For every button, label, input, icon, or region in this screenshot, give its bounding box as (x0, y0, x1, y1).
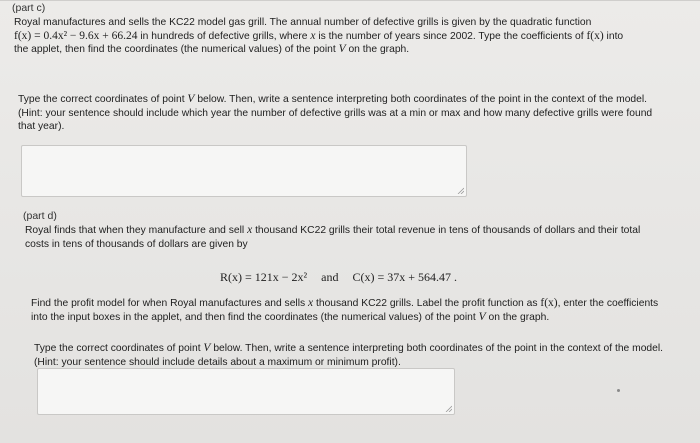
part-c-intro-line2c: into (603, 30, 624, 42)
top-divider (0, 0, 700, 1)
part-d-intro (25, 224, 693, 251)
resize-grip-icon[interactable] (457, 187, 464, 194)
part-c-instr-line1a: Type the correct coordinates of point (18, 94, 188, 105)
part-d-intro-line1b: thousand KC22 grills their total revenue in tens of thousands of dollars and their total (252, 225, 641, 236)
part-c-intro-line2a: in hundreds of defective grills, where (137, 30, 311, 42)
equation-and: and (321, 270, 339, 284)
part-c-function: f(x) = 0.4x² − 9.6x + 66.24 (14, 29, 138, 42)
cost-function: C(x) = 37x + 564.47 . (352, 270, 457, 284)
pointer-dot (617, 389, 620, 392)
part-c-fx-short: f(x) (586, 29, 604, 42)
part-c-instr-line2: (Hint: your sentence should include which year the number of defective grills was at a min or max and how many defective grills were found (18, 107, 653, 119)
part-d-profit-var-x: x (308, 297, 314, 309)
part-d-intro-line2: costs in tens of thousands of dollars are given by (25, 238, 248, 250)
part-d-profit-line1b: thousand KC22 grills. Label the profit function as (313, 298, 541, 309)
part-c-point-v: V (338, 43, 346, 55)
revenue-function: R(x) = 121x − 2x² (220, 270, 308, 284)
part-d-profit-line2b: on the graph. (485, 311, 550, 323)
part-d-var-x: x (247, 224, 253, 236)
part-d-instr-line2: (Hint: your sentence should include details about a maximum or minimum profit). (34, 356, 401, 368)
part-d-instructions (34, 342, 692, 369)
part-d-answer-textarea[interactable] (37, 368, 455, 415)
part-d-instr-point-v: V (203, 342, 211, 354)
part-d-profit-instructions (31, 297, 693, 324)
part-c-intro (14, 16, 694, 57)
part-c-intro-line3a: the applet, then find the coordinates (the numerical values) of the point (14, 44, 339, 55)
part-d-label: (part d) (23, 210, 57, 222)
part-c-instructions (18, 93, 690, 134)
resize-grip-icon[interactable] (445, 405, 452, 412)
part-d-profit-line1c: , enter the coefficients (557, 298, 659, 309)
part-c-intro-line2b: is the number of years since 2002. Type the coefficients of (315, 30, 587, 42)
part-c-instr-point-v: V (187, 93, 195, 105)
part-d-profit-point-v: V (478, 310, 486, 323)
part-c-answer-textarea[interactable] (21, 145, 467, 197)
part-d-intro-line1a: Royal finds that when they manufacture and sell (25, 225, 248, 236)
part-d-instr-line1b: below. Then, write a sentence interpreting both coordinates of the point in the context of the model. (210, 343, 664, 354)
revenue-cost-equations (220, 270, 457, 285)
part-d-profit-line1a: Find the profit model for when Royal manufactures and sells (31, 298, 309, 309)
part-c-var-x: x (310, 29, 316, 42)
part-d-profit-fx: f(x) (540, 297, 558, 309)
part-d-instr-line1a: Type the correct coordinates of point (34, 343, 204, 354)
part-c-intro-line3b: on the graph. (345, 44, 410, 55)
part-c-label: (part c) (12, 2, 46, 14)
part-c-intro-line1: Royal manufactures and sells the KC22 model gas grill. The annual number of defective grills is given by the quadratic function (14, 17, 592, 28)
part-c-instr-line3: that year). (18, 121, 65, 132)
part-c-instr-line1b: below. Then, write a sentence interpreting both coordinates of the point in the context of the model. (194, 94, 648, 105)
part-d-profit-line2a: into the input boxes in the applet, and then find the coordinates (the numerical values) of the point (31, 311, 479, 323)
